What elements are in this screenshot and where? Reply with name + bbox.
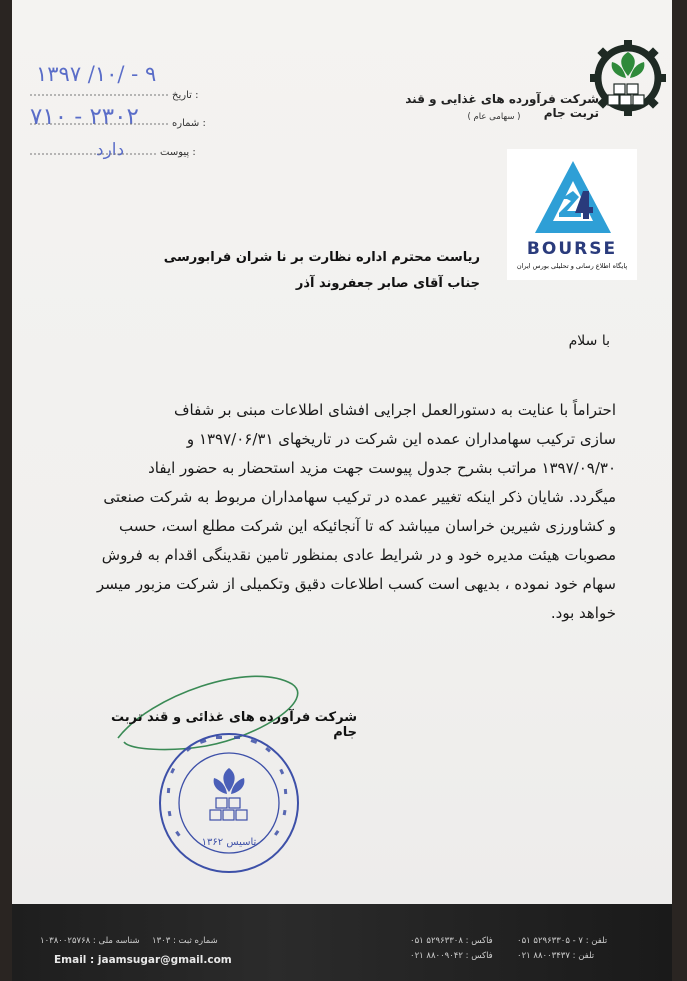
footer-fax-2: فاکس : ۸۸۰۰۹۰۴۲ ۰۲۱ [410, 951, 493, 961]
stamp-founded: تاسیس ۱۳۶۲ [201, 837, 257, 848]
footer-registration: شماره ثبت : ۱۳۰۳ [152, 936, 218, 946]
number-value: ۷۱۰ - ۲۳۰۲ [30, 104, 139, 130]
recipient-line-2: جناب آقای صابر جعفروند آذر [295, 276, 480, 291]
footer-phone-1: تلفن : ۷ - ۵۲۹۶۳۳۰۵ ۰۵۱ [517, 936, 608, 946]
body-line: خواهد بود. [550, 604, 616, 622]
recipient-line-1: ریاست محترم اداره نظارت بر نا شران فرابورسی [163, 250, 480, 265]
bourse-tagline: پایگاه اطلاع رسانی و تحلیلی بورس ایران [516, 262, 628, 270]
body-line: ۱۳۹۷/۰۹/۳۰ مراتب بشرح جدول پیوست جهت مزید استحضار به حضور ایفاد [148, 459, 616, 477]
body-line: سهام خود نموده ، بدیهی است کسب اطلاعات دقیق وتکمیلی از شرکت مزبور میسر [96, 575, 616, 593]
letter-body [40, 396, 616, 628]
bourse-watermark [507, 149, 637, 280]
bourse-logo-icon [531, 155, 615, 239]
body-line: سازی ترکیب سهامداران عمده این شرکت در تاریخهای ۱۳۹۷/۰۶/۳۱ و [186, 430, 616, 448]
body-line: احتراماً با عنایت به دستورالعمل اجرایی افشای اطلاعات مبنی بر شفاف [174, 401, 616, 419]
footer-email: Email : jaamsugar@gmail.com [54, 954, 232, 966]
company-logo-icon [590, 36, 666, 122]
attachment-label: پیوست : [160, 147, 196, 158]
body-line: مصوبات هیئت مدیره خود و در شرایط عادی بمنظور تامین نقدینگی اقدام به فروش [101, 546, 616, 564]
date-label: تاریخ : [172, 90, 199, 101]
letter-footer [12, 904, 672, 981]
bourse-brand: BOURSE [526, 239, 618, 259]
footer-phone-2: تلفن : ۸۸۰۰۳۴۳۷ ۰۲۱ [517, 951, 595, 961]
attachment-value: دارد [96, 140, 125, 160]
company-name: شرکت فرآورده های غذایی و قند تربت جام [405, 92, 599, 120]
header-dotted-lines [30, 84, 170, 164]
number-label: شماره : [172, 118, 206, 129]
company-type: ( سهامی عام ) [467, 112, 521, 122]
body-line: و کشاورزی شیرین خراسان میباشد که تا آنجائیکه این شرکت مطلع است، حسب [119, 517, 616, 535]
greeting: با سلام [568, 333, 610, 349]
footer-fax-1: فاکس : ۵۲۹۶۳۳۰۸ ۰۵۱ [410, 936, 493, 946]
signature-company: شرکت فرآورده های غذائی و قند تربت جام [110, 710, 357, 740]
company-stamp [156, 730, 302, 876]
body-line: میگردد. شایان ذکر اینکه تغییر عمده در ترکیب سهامداران مربوط به شرکت صنعتی [103, 488, 616, 506]
footer-national-id: شناسه ملی : ۱۰۳۸۰۰۲۵۷۶۸ [40, 936, 140, 946]
date-value: ۱۳۹۷ /۱۰/ - ۹ [36, 62, 157, 86]
